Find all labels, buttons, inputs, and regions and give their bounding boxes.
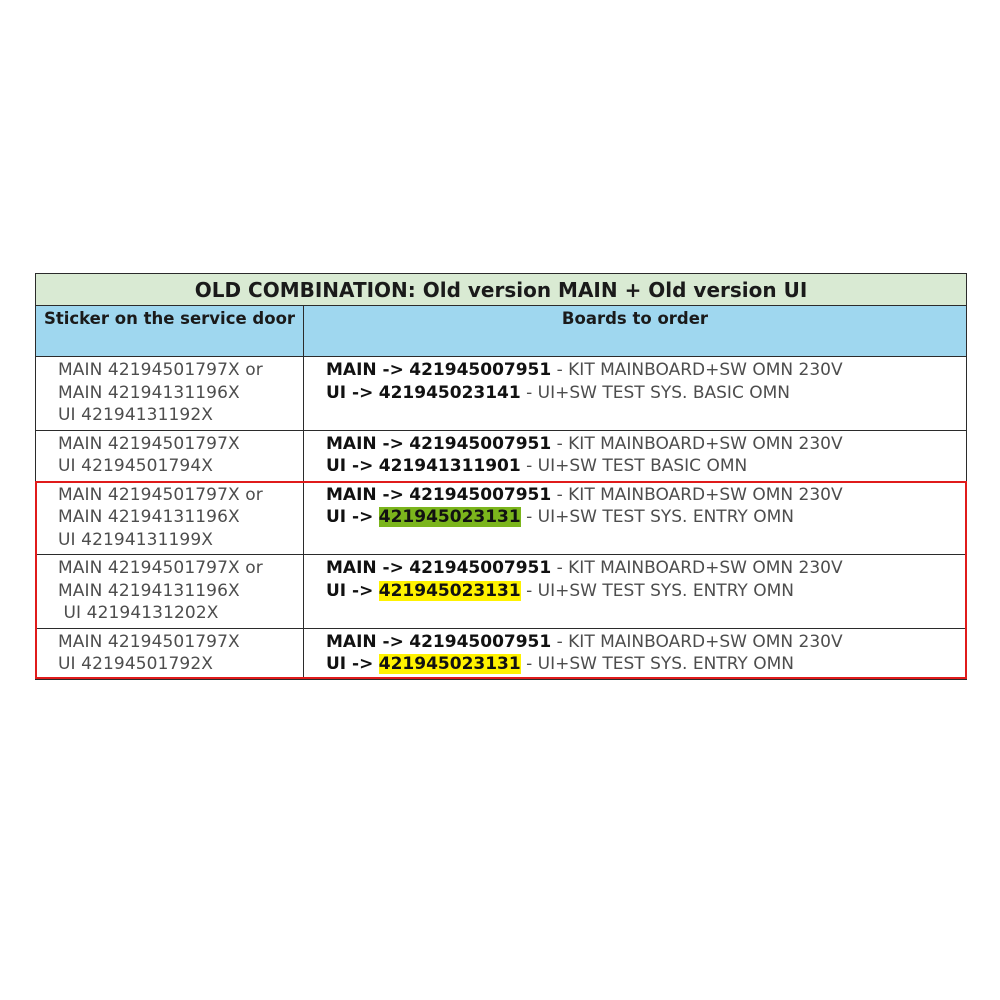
main-label: MAIN -> xyxy=(326,558,404,578)
header-sticker: Sticker on the service door xyxy=(36,306,304,357)
table-title-row xyxy=(36,274,967,306)
main-part-number: 421945007951 xyxy=(409,360,552,380)
table-row xyxy=(36,430,967,481)
table-header-row xyxy=(36,306,967,357)
ui-description: - UI+SW TEST BASIC OMN xyxy=(526,456,748,476)
ui-part-number: 421945023131 xyxy=(378,580,521,601)
table-row xyxy=(36,481,967,555)
main-part-number: 421945007951 xyxy=(409,631,552,652)
ui-board-line xyxy=(326,506,966,529)
main-description: - KIT MAINBOARD+SW OMN 230V xyxy=(556,558,843,578)
sticker-cell xyxy=(36,481,304,555)
main-board-line xyxy=(326,359,966,382)
boards-cell xyxy=(304,357,967,431)
ui-board-line xyxy=(326,382,966,405)
sticker-line: MAIN 42194131196X xyxy=(58,507,240,527)
sticker-line: UI 42194131202X xyxy=(58,603,219,623)
sticker-line: MAIN 42194501797X or xyxy=(58,484,263,505)
ui-label: UI -> xyxy=(326,580,374,601)
table-row xyxy=(36,357,967,431)
ui-part-number: 421941311901 xyxy=(378,456,521,476)
main-label: MAIN -> xyxy=(326,631,404,652)
sticker-line: UI 42194501792X xyxy=(58,654,213,674)
ui-description: - UI+SW TEST SYS. ENTRY OMN xyxy=(526,507,794,527)
main-description: - KIT MAINBOARD+SW OMN 230V xyxy=(556,484,843,505)
sticker-line: MAIN 42194501797X or xyxy=(58,360,263,380)
main-description: - KIT MAINBOARD+SW OMN 230V xyxy=(556,631,843,652)
sticker-cell xyxy=(36,357,304,431)
ui-part-number: 421945023131 xyxy=(378,507,521,527)
ui-label: UI -> xyxy=(326,507,374,527)
ui-description: - UI+SW TEST SYS. ENTRY OMN xyxy=(526,654,794,674)
sticker-cell xyxy=(36,430,304,481)
ui-label: UI -> xyxy=(326,654,374,674)
sticker-line: MAIN 42194501797X or xyxy=(58,558,263,578)
main-description: - KIT MAINBOARD+SW OMN 230V xyxy=(556,433,843,454)
main-part-number: 421945007951 xyxy=(409,484,552,505)
boards-cell xyxy=(304,430,967,481)
ui-board-line xyxy=(326,653,966,676)
sticker-cell xyxy=(36,628,304,679)
table-row xyxy=(36,628,967,679)
main-label: MAIN -> xyxy=(326,360,404,380)
sticker-line: MAIN 42194131196X xyxy=(58,580,240,601)
table-row xyxy=(36,555,967,629)
main-part-number: 421945007951 xyxy=(409,433,552,454)
boards-cell xyxy=(304,628,967,679)
sticker-line: MAIN 42194131196X xyxy=(58,382,240,403)
table-title: OLD COMBINATION: Old version MAIN + Old version UI xyxy=(36,274,967,306)
ui-description: - UI+SW TEST SYS. ENTRY OMN xyxy=(526,580,794,601)
ui-label: UI -> xyxy=(326,456,374,476)
main-label: MAIN -> xyxy=(326,484,404,505)
main-board-line xyxy=(326,631,966,654)
sticker-line: UI 42194501794X xyxy=(58,456,213,476)
main-board-line xyxy=(326,557,966,580)
combination-table xyxy=(35,273,967,680)
main-board-line xyxy=(326,484,966,507)
boards-cell xyxy=(304,481,967,555)
sticker-line: UI 42194131199X xyxy=(58,529,213,550)
boards-cell xyxy=(304,555,967,629)
ui-part-number: 421945023131 xyxy=(378,654,521,674)
ui-description: - UI+SW TEST SYS. BASIC OMN xyxy=(526,382,790,403)
ui-board-line xyxy=(326,455,966,478)
main-description: - KIT MAINBOARD+SW OMN 230V xyxy=(556,360,843,380)
sticker-line: MAIN 42194501797X xyxy=(58,631,240,652)
main-board-line xyxy=(326,433,966,456)
ui-board-line xyxy=(326,580,966,603)
sticker-line: UI 42194131192X xyxy=(58,405,213,425)
main-part-number: 421945007951 xyxy=(409,558,552,578)
combination-table-container xyxy=(35,273,966,680)
header-boards: Boards to order xyxy=(304,306,967,357)
sticker-line: MAIN 42194501797X xyxy=(58,433,240,454)
ui-part-number: 421945023141 xyxy=(378,382,521,403)
main-label: MAIN -> xyxy=(326,433,404,454)
sticker-cell xyxy=(36,555,304,629)
table-body xyxy=(36,357,967,680)
ui-label: UI -> xyxy=(326,382,374,403)
